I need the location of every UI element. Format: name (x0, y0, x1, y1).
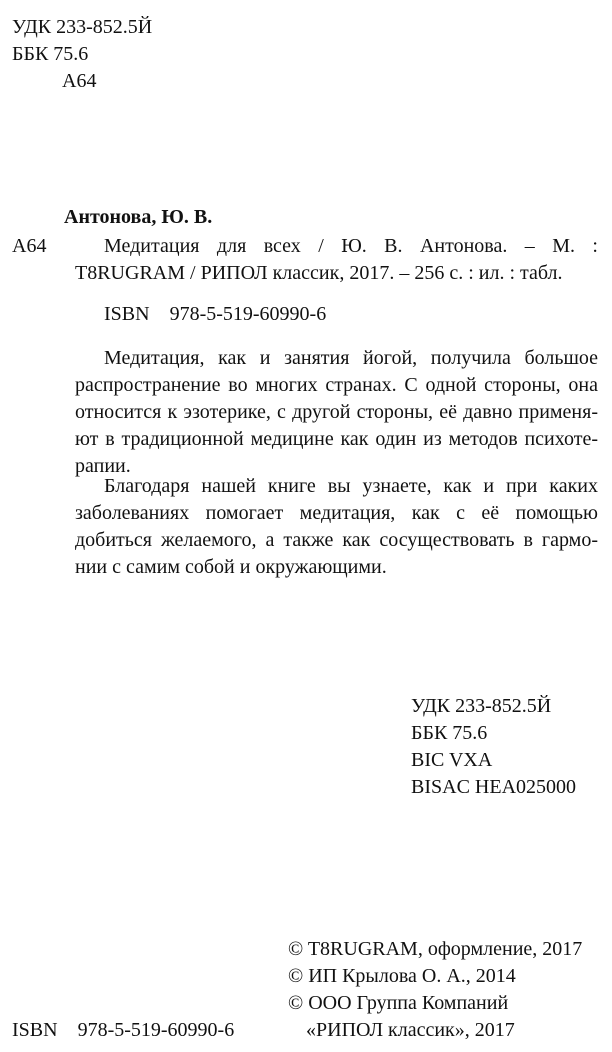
title-line-1: Медитация для всех / Ю. В. Антонова. – М. : (104, 235, 598, 257)
author-name: Антонова, Ю. В. (64, 206, 213, 228)
annotation-paragraph-2: Благодаря нашей книге вы узнаете, как и при каких заболеваниях помогает медитация, как с её помощью добиться желаемого, а также как сосуществовать в гармо-нии с самим собой и окружающими. (75, 475, 598, 578)
udk-code: УДК 233-852.5Й (411, 695, 552, 717)
classification-block (411, 693, 576, 801)
copyright-line: © ООО Группа Компаний (288, 992, 509, 1014)
bbk-code: ББК 75.6 (411, 722, 488, 744)
copyright-line: © ИП Крылова О. А., 2014 (288, 965, 516, 987)
bbk-top: ББК 75.6 (12, 43, 89, 65)
udk-top: УДК 233-852.5Й (12, 16, 153, 38)
author-code: А64 (12, 235, 47, 257)
title-line-2: T8RUGRAM / РИПОЛ классик, 2017. – 256 с. : ил. : табл. (75, 262, 563, 284)
copyright-block (288, 936, 582, 1044)
author-code-top: А64 (62, 70, 97, 92)
copyright-line: © T8RUGRAM, оформление, 2017 (288, 938, 583, 960)
annotation-paragraph-1: Медитация, как и занятия йогой, получила большое распространение во многих странах. С одной стороны, она относится к эзотерике, с другой стороны, её давно применя-ют в традиционной медицине как один из методов психоте-рапии. (75, 347, 598, 477)
isbn-main: ISBN 978-5-519-60990-6 (104, 303, 327, 325)
copyright-line: «РИПОЛ классик», 2017 (306, 1019, 515, 1041)
isbn-footer: ISBN 978-5-519-60990-6 (12, 1019, 235, 1041)
bisac-code: BISAC HEA025000 (411, 776, 577, 798)
bic-code: BIC VXA (411, 749, 493, 771)
